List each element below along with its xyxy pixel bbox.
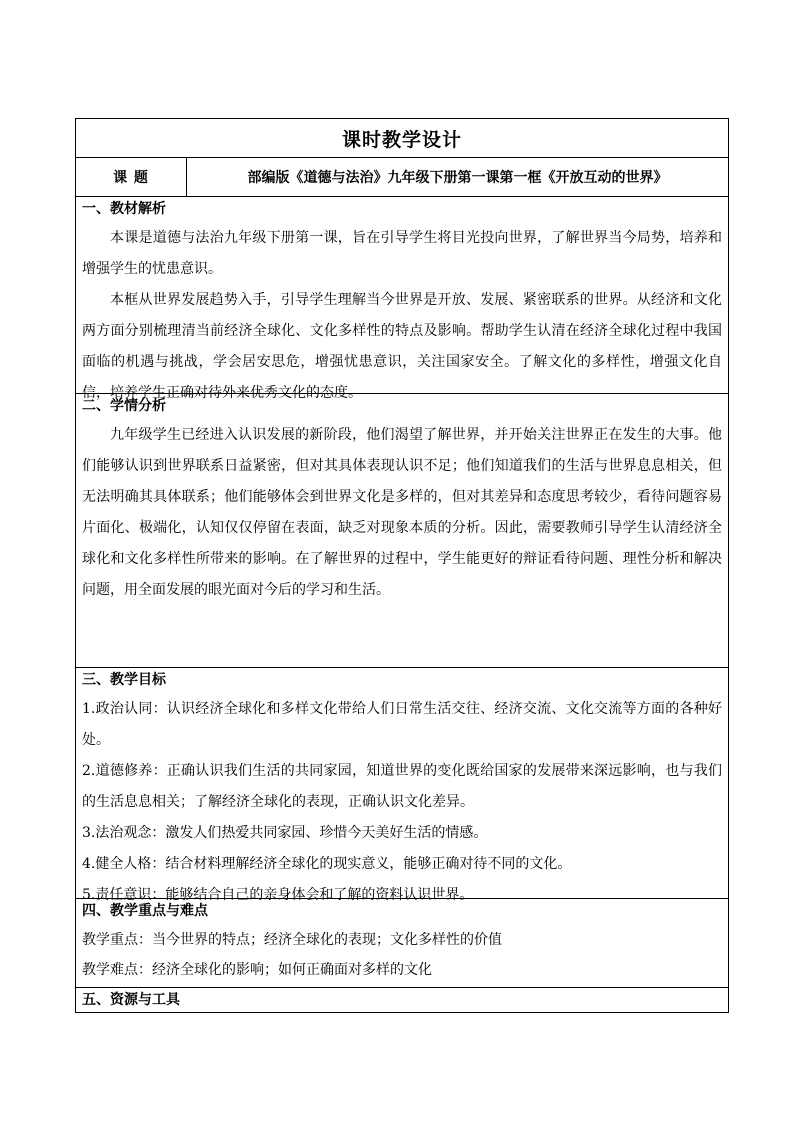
topic-value: 部编版《道德与法治》九年级下册第一课第一框《开放互动的世界》	[247, 170, 668, 186]
goal-item: 5.责任意识：能够结合自己的亲身体会和了解的资料认识世界。	[82, 887, 474, 903]
section-body	[76, 692, 728, 903]
section-body	[76, 221, 728, 401]
goal-item: 4.健全人格：结合材料理解经济全球化的现实意义，能够正确对待不同的文化。	[82, 856, 572, 872]
document-title: 课时教学设计	[76, 119, 728, 158]
section-resources	[76, 988, 728, 1013]
section-heading: 三、教学目标	[82, 672, 166, 688]
topic-label: 课 题	[76, 158, 187, 196]
goal-item: 2.道德修养：正确认识我们生活的共同家园，知道世界的变化既给国家的发展带来深远影响，也与我们的生活息息相关；了解经济全球化的表现，正确认识文化差异。	[82, 763, 722, 810]
section-body	[76, 923, 728, 987]
section-heading: 一、教材解析	[82, 201, 166, 217]
section-textbook-analysis	[76, 197, 728, 401]
goal-item: 1.政治认同：认识经济全球化和多样文化带给人们日常生活交往、经济交流、文化交流等方面的各种好处。	[82, 701, 722, 748]
key-point-item: 教学重点：当今世界的特点；经济全球化的表现；文化多样性的价值	[82, 932, 502, 948]
section-heading: 四、教学重点与难点	[82, 903, 208, 919]
section-heading: 二、学情分析	[82, 398, 166, 414]
lesson-plan-table	[75, 118, 729, 1013]
paragraph: 本课是道德与法治九年级下册第一课，旨在引导学生将目光投向世界，了解世界当今局势，培养和增强学生的忧患意识。	[82, 230, 722, 277]
section-key-points	[76, 899, 728, 988]
section-heading: 五、资源与工具	[76, 988, 728, 1013]
section-body	[76, 418, 728, 667]
paragraph: 九年级学生已经进入认识发展的新阶段，他们渴望了解世界，并开始关注世界正在发生的大事。他们能够认识到世界联系日益紧密，但对其具体表现认识不足；他们知道我们的生活与世界息息相关，但无法明确其具体联系；他们能够体会到世界文化是多样的，但对其差异和态度思考较少，看待问题容易片面化、极端化，认知仅仅停留在表面，缺乏对现象本质的分析。因此，需要教师引导学生认清经济全球化和文化多样性所带来的影响。在了解世界的过程中，学生能更好的辩证看待问题、理性分析和解决问题，用全面发展的眼光面对今后的学习和生活。	[82, 427, 722, 598]
goal-item: 3.法治观念：激发人们热爱共同家园、珍惜今天美好生活的情感。	[82, 825, 488, 841]
topic-row	[76, 158, 728, 197]
section-student-analysis	[76, 394, 728, 668]
key-point-item: 教学难点：经济全球化的影响；如何正确面对多样的文化	[82, 962, 432, 978]
paragraph: 本框从世界发展趋势入手，引导学生理解当今世界是开放、发展、紧密联系的世界。从经济和文化两方面分别梳理清当前经济全球化、文化多样性的特点及影响。帮助学生认清在经济全球化过程中我国面临的机遇与挑战，学会居安思危，增强忧患意识，关注国家安全。了解文化的多样性，增强文化自信，培养学生正确对待外来优秀文化的态度。	[82, 292, 722, 401]
section-teaching-goals	[76, 668, 728, 903]
